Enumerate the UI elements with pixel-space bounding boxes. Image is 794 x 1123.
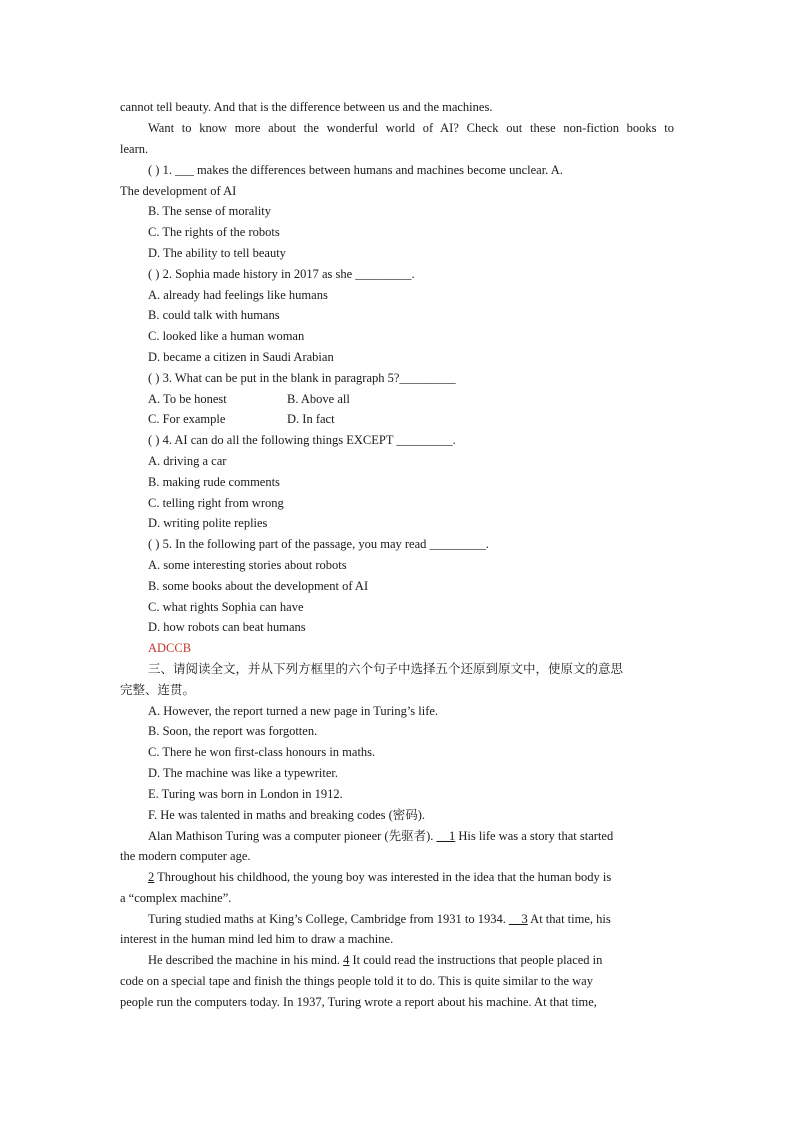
- question-3-option-b: B. Above all: [287, 392, 350, 406]
- paragraph-4-cont: code on a special tape and finish the things people told it to do. This is quite similar to the way: [120, 974, 593, 988]
- sentence-option-b: B. Soon, the report was forgotten.: [148, 724, 318, 738]
- blank-1: __1: [436, 829, 456, 843]
- question-2-stem: ( ) 2. Sophia made history in 2017 as she _________.: [148, 267, 415, 281]
- question-2-option-d: D. became a citizen in Saudi Arabian: [148, 350, 334, 364]
- question-1-option-b: B. The sense of morality: [148, 204, 272, 218]
- paragraph-4-cont: people run the computers today. In 1937, Turing wrote a report about his machine. At that time,: [120, 995, 597, 1009]
- paragraph-1-text-b: His life was a story that started: [455, 829, 614, 843]
- paragraph-4-text: He described the machine in his mind.: [148, 953, 344, 967]
- paragraph-3-text-b: At that time, his: [527, 912, 611, 926]
- paragraph-1-text: Alan Mathison Turing was a computer pioneer (先驱者).: [148, 829, 437, 843]
- section-3-instruction-cont: 完整、连贯。: [120, 682, 196, 697]
- paragraph-3-text: Turing studied maths at King’s College, Cambridge from 1931 to 1934.: [148, 912, 509, 926]
- question-3-option-a: A. To be honest: [148, 392, 227, 406]
- passage-line: cannot tell beauty. And that is the difference between us and the machines.: [120, 100, 493, 114]
- question-4-option-c: C. telling right from wrong: [148, 496, 284, 510]
- passage-line: Want to know more about the wonderful world of AI? Check out these non-fiction books to: [148, 121, 674, 135]
- paragraph-4-text-b: It could read the instructions that people placed in: [349, 953, 603, 967]
- blank-2: 2: [148, 870, 155, 884]
- question-5-option-d: D. how robots can beat humans: [148, 620, 306, 634]
- sentence-option-e: E. Turing was born in London in 1912.: [148, 787, 343, 801]
- question-5-option-c: C. what rights Sophia can have: [148, 600, 304, 614]
- blank-4: 4: [343, 953, 350, 967]
- question-3-option-c: C. For example: [148, 412, 226, 426]
- paragraph-1: [148, 828, 613, 844]
- blank-3: __3: [508, 912, 528, 926]
- question-1-option-c: C. The rights of the robots: [148, 225, 280, 239]
- sentence-option-a: A. However, the report turned a new page in Turing’s life.: [148, 704, 439, 718]
- question-2-option-a: A. already had feelings like humans: [148, 288, 328, 302]
- paragraph-3: [148, 911, 611, 927]
- question-2-option-b: B. could talk with humans: [148, 308, 280, 322]
- question-5-option-b: B. some books about the development of AI: [148, 579, 369, 593]
- paragraph-2: [148, 869, 611, 885]
- question-4-option-d: D. writing polite replies: [148, 516, 268, 530]
- question-5-stem: ( ) 5. In the following part of the passage, you may read _________.: [148, 537, 489, 551]
- section-3-instruction: 三、请阅读全文，并从下列方框里的六个句子中选择五个还原到原文中，使原文的意思: [148, 661, 624, 676]
- paragraph-2-cont: a “complex machine”.: [120, 891, 232, 905]
- paragraph-2-text: Throughout his childhood, the young boy was interested in the idea that the human body is: [154, 870, 612, 884]
- question-1-option-d: D. The ability to tell beauty: [148, 246, 286, 260]
- sentence-option-c: C. There he won first-class honours in maths.: [148, 745, 376, 759]
- question-1-option-a: The development of AI: [120, 184, 237, 198]
- question-3-stem: ( ) 3. What can be put in the blank in paragraph 5?_________: [148, 371, 456, 385]
- paragraph-4: [148, 952, 602, 968]
- paragraph-3-cont: interest in the human mind led him to draw a machine.: [120, 932, 394, 946]
- question-5-option-a: A. some interesting stories about robots: [148, 558, 347, 572]
- paragraph-1-cont: the modern computer age.: [120, 849, 251, 863]
- sentence-option-d: D. The machine was like a typewriter.: [148, 766, 338, 780]
- question-4-option-a: A. driving a car: [148, 454, 227, 468]
- question-2-option-c: C. looked like a human woman: [148, 329, 305, 343]
- question-3-option-d: D. In fact: [287, 412, 335, 426]
- answer-key: ADCCB: [148, 641, 192, 655]
- question-4-option-b: B. making rude comments: [148, 475, 280, 489]
- question-4-stem: ( ) 4. AI can do all the following things EXCEPT _________.: [148, 433, 456, 447]
- sentence-option-f: F. He was talented in maths and breaking codes (密码).: [148, 808, 426, 822]
- question-1-stem: ( ) 1. ___ makes the differences between humans and machines become unclear. A.: [148, 163, 563, 177]
- passage-line: learn.: [120, 142, 149, 156]
